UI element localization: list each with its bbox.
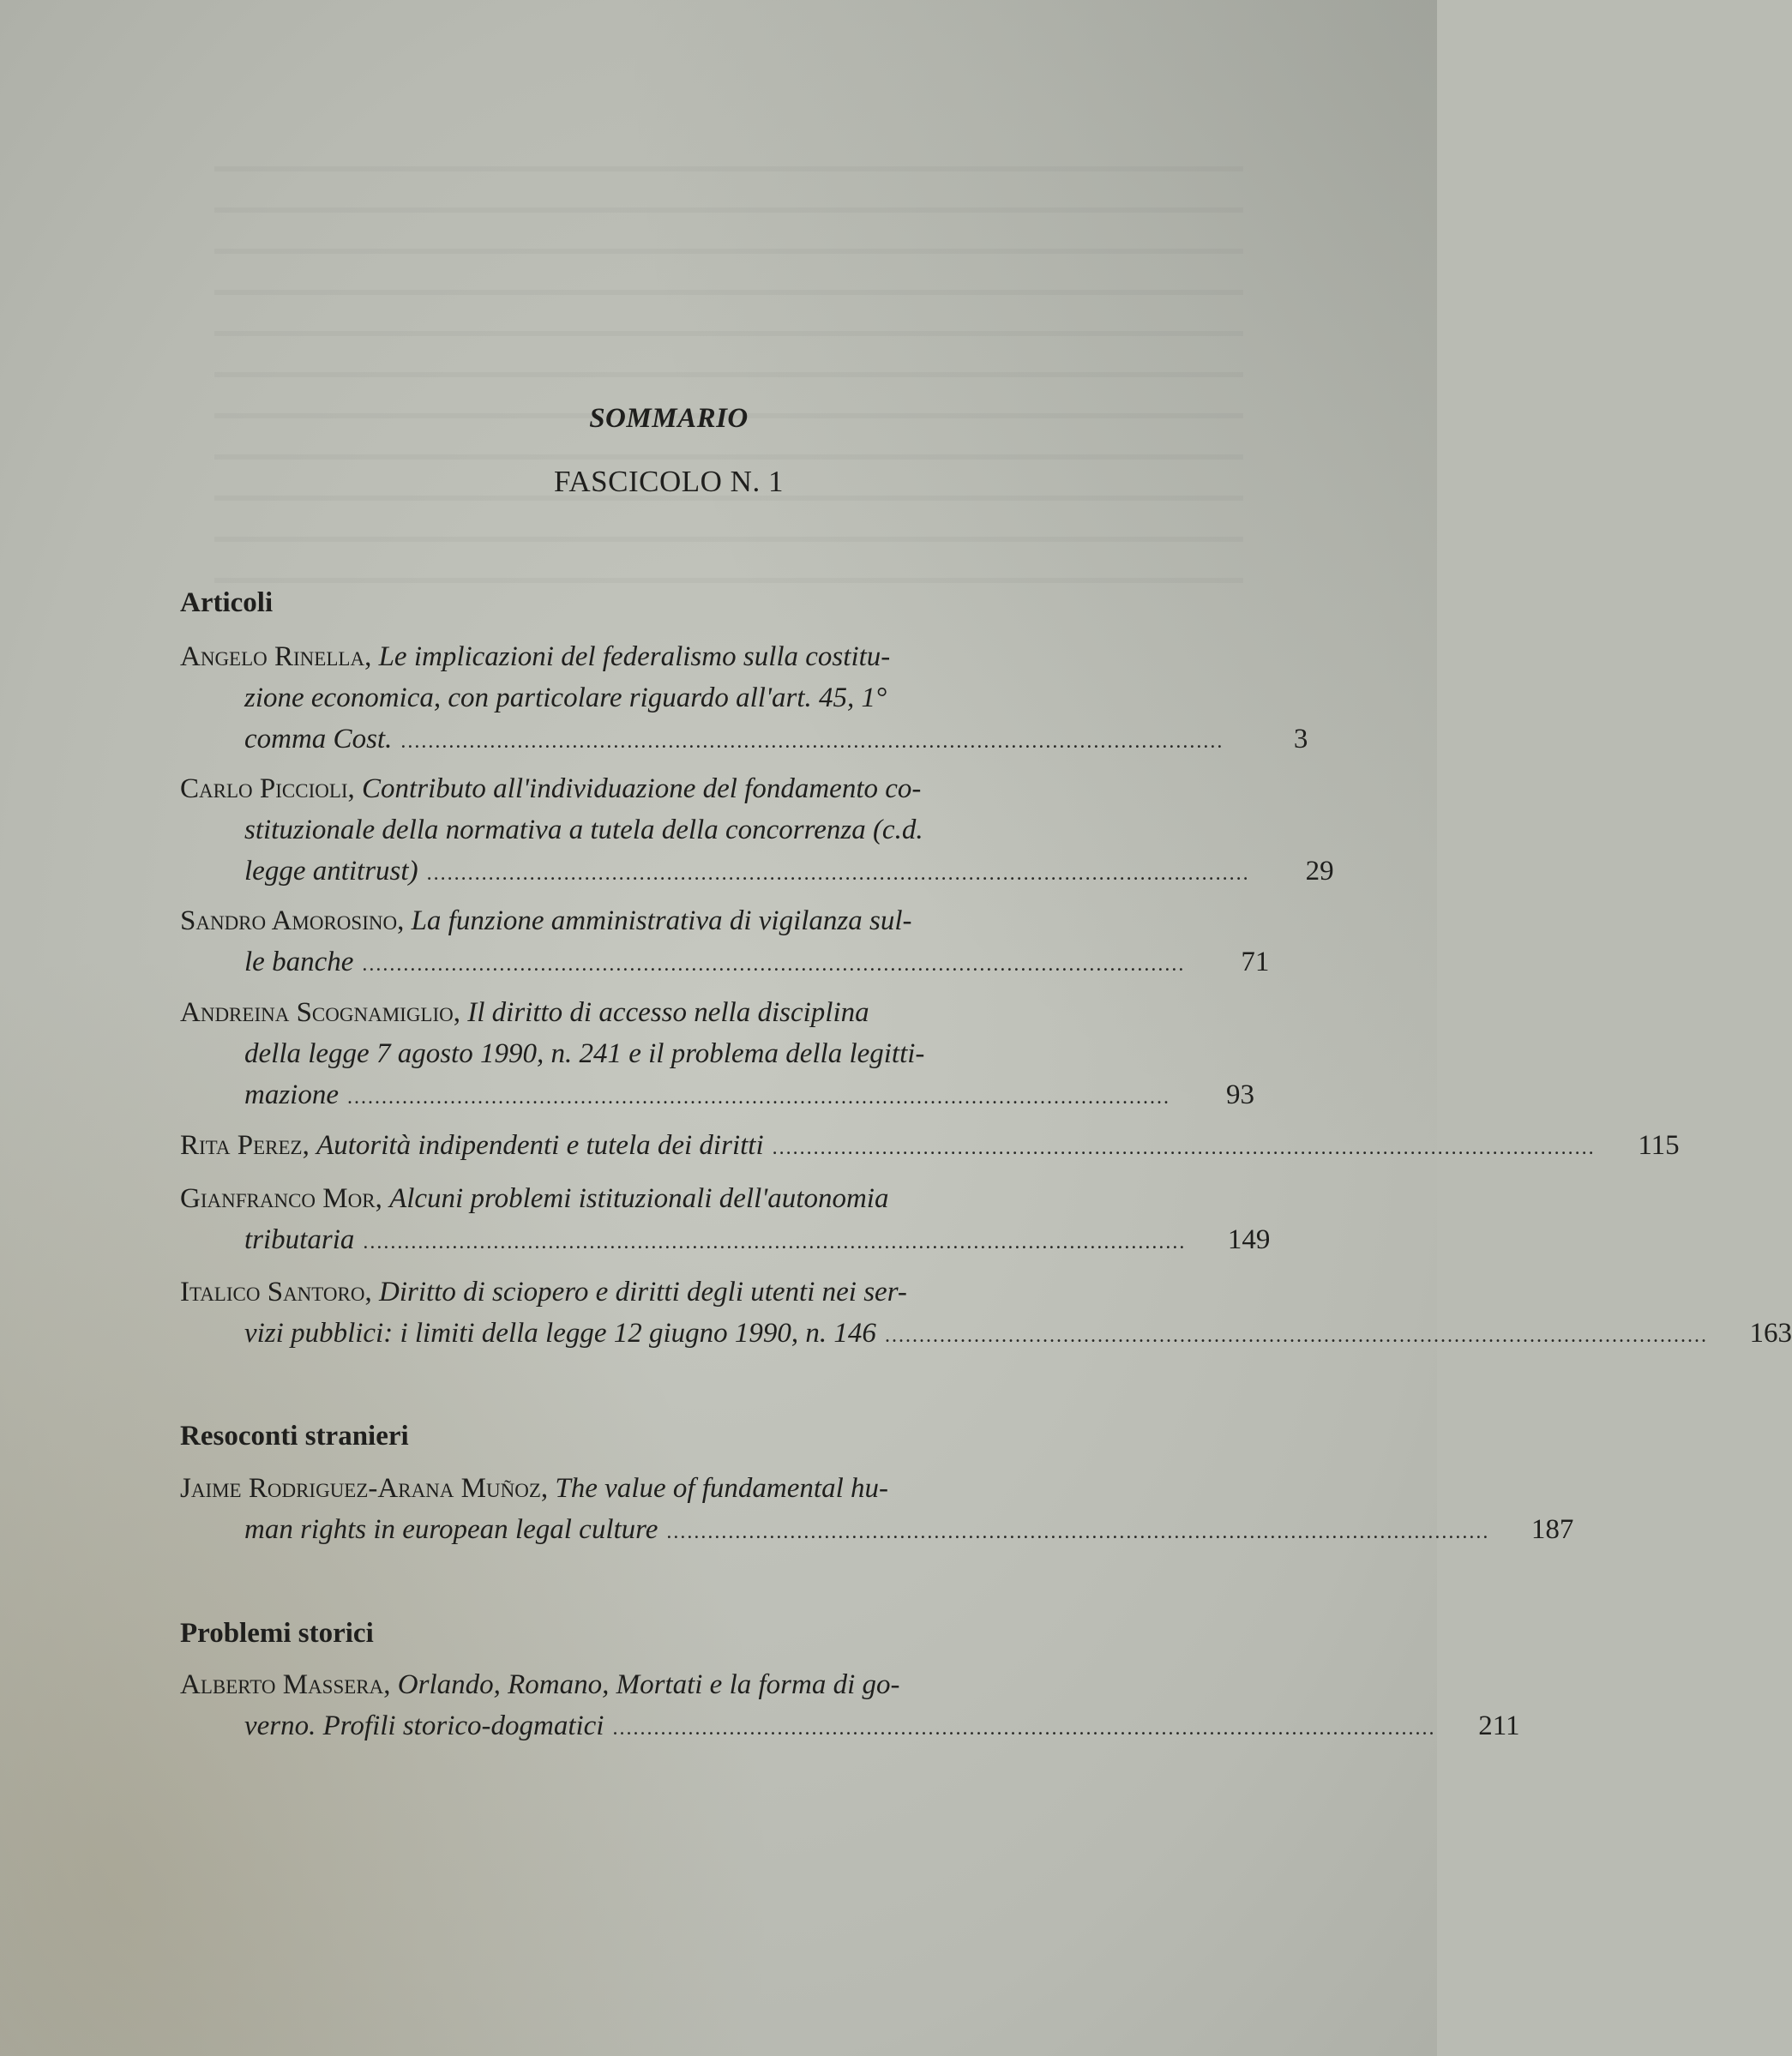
page-number: 71 xyxy=(1241,947,1270,977)
entry-title-line: stituzionale della normativa a tutela della concorrenza (c.d. xyxy=(244,815,923,845)
entry-title-line: zione economica, con particolare riguardo all'art. 45, 1° xyxy=(244,682,887,713)
entry-title-line: della legge 7 agosto 1990, n. 241 e il problema della legitti- xyxy=(244,1038,925,1069)
entry-title-line: Contributo all'individuazione del fondamento co- xyxy=(362,773,922,804)
dot-leader: ........................................................................................................................ xyxy=(612,1717,1436,1740)
toc-entry: Andreina Scognamiglio, Il diritto di accesso nella disciplina della legge 7 agosto 1990, n. 241 e il problema della legitti- mazione ........................................................................................................................ 93 xyxy=(180,992,1158,1115)
entry-title-line: man rights in european legal culture xyxy=(244,1514,658,1545)
entry-title-line: le banche xyxy=(244,947,354,977)
toc-entry: Angelo Rinella, Le implicazioni del federalismo sulla costitu- zione economica, con particolare riguardo all'art. 45, 1° comma Cost. ........................................................................................................................ 3 xyxy=(180,636,1158,760)
page-number: 3 xyxy=(1293,724,1308,754)
entry-title-line: legge antitrust) xyxy=(244,856,418,887)
bleed-through-texture xyxy=(214,154,1243,583)
entry-author: Angelo Rinella xyxy=(180,641,365,672)
toc-entry: Italico Santoro, Diritto di sciopero e diritti degli utenti nei ser- vizi pubblici: i limiti della legge 12 giugno 1990, n. 146 ........................................................................................................................ 163 xyxy=(180,1271,1158,1354)
entry-title-line: tributaria xyxy=(244,1224,355,1255)
page-number: 149 xyxy=(1227,1224,1271,1255)
entry-author: Rita Perez xyxy=(180,1130,303,1161)
entry-title-line: mazione xyxy=(244,1079,339,1110)
dot-leader: ........................................................................................................................ xyxy=(884,1325,1708,1347)
entry-author: Andreina Scognamiglio xyxy=(180,997,454,1028)
entry-author: Gianfranco Mor xyxy=(180,1183,376,1214)
entry-title-line: The value of fundamental hu- xyxy=(555,1473,888,1504)
page-number: 211 xyxy=(1478,1710,1520,1741)
entry-title-line: Alcuni problemi istituzionali dell'autonomia xyxy=(389,1183,889,1214)
page-number: 163 xyxy=(1749,1318,1792,1349)
entry-title-line: verno. Profili storico-dogmatici xyxy=(244,1710,604,1741)
entry-title-line: Le implicazioni del federalismo sulla costitu- xyxy=(378,641,891,672)
entry-title-line: La funzione amministrativa di vigilanza sul- xyxy=(411,905,912,936)
entry-author: Jaime Rodriguez-Arana Muñoz xyxy=(180,1473,541,1504)
section-title-resoconti-stranieri: Resoconti stranieri xyxy=(180,1421,409,1452)
page-number: 29 xyxy=(1305,856,1334,887)
toc-title: SOMMARIO xyxy=(589,403,749,434)
entry-title-line: comma Cost. xyxy=(244,724,393,754)
dot-leader: ........................................................................................................................ xyxy=(666,1521,1490,1543)
section-title-articoli: Articoli xyxy=(180,587,274,618)
entry-title-line: Il diritto di accesso nella disciplina xyxy=(467,997,869,1028)
dot-leader: ........................................................................................................................ xyxy=(363,1231,1187,1253)
dot-leader: ........................................................................................................................ xyxy=(362,953,1186,976)
entry-author: Italico Santoro xyxy=(180,1277,365,1308)
page-number: 115 xyxy=(1638,1130,1680,1161)
toc-entry: Carlo Piccioli, Contributo all'individuazione del fondamento co- stituzionale della normativa a tutela della concorrenza (c.d. legge antitrust) ........................................................................................................................ 29 xyxy=(180,768,1158,892)
entry-author: Carlo Piccioli xyxy=(180,773,348,804)
section-title-problemi-storici: Problemi storici xyxy=(180,1618,374,1649)
entry-title-line: vizi pubblici: i limiti della legge 12 giugno 1990, n. 146 xyxy=(244,1318,876,1349)
toc-issue-label: FASCICOLO N. 1 xyxy=(554,465,784,498)
entry-title-line: Autorità indipendenti e tutela dei diritti xyxy=(316,1130,764,1161)
entry-title-line: Orlando, Romano, Mortati e la forma di go- xyxy=(397,1669,900,1700)
dot-leader: ........................................................................................................................ xyxy=(426,863,1250,885)
entry-author: Alberto Massera xyxy=(180,1669,384,1700)
page-number: 93 xyxy=(1226,1079,1254,1110)
entry-title-line: Diritto di sciopero e diritti degli utenti nei ser- xyxy=(378,1277,907,1308)
entry-author: Sandro Amorosino xyxy=(180,905,398,936)
dot-leader: ........................................................................................................................ xyxy=(400,730,1224,753)
toc-entry: Alberto Massera, Orlando, Romano, Mortati e la forma di go- verno. Profili storico-dogmatici ........................................................................................................................ 211 xyxy=(180,1664,1158,1746)
dot-leader: ........................................................................................................................ xyxy=(772,1137,1596,1159)
toc-entry: Gianfranco Mor, Alcuni problemi istituzionali dell'autonomia tributaria ........................................................................................................................ 149 xyxy=(180,1178,1158,1260)
toc-entry: Sandro Amorosino, La funzione amministrativa di vigilanza sul- le banche ........................................................................................................................ 71 xyxy=(180,900,1158,983)
toc-entry: Jaime Rodriguez-Arana Muñoz, The value of fundamental hu- man rights in european legal culture ........................................................................................................................ 187 xyxy=(180,1468,1158,1550)
toc-entry: Rita Perez , Autorità indipendenti e tutela dei diritti ........................................................................................................................ 115 xyxy=(180,1125,1158,1166)
dot-leader: ........................................................................................................................ xyxy=(347,1086,1170,1109)
page-number: 187 xyxy=(1530,1514,1574,1545)
